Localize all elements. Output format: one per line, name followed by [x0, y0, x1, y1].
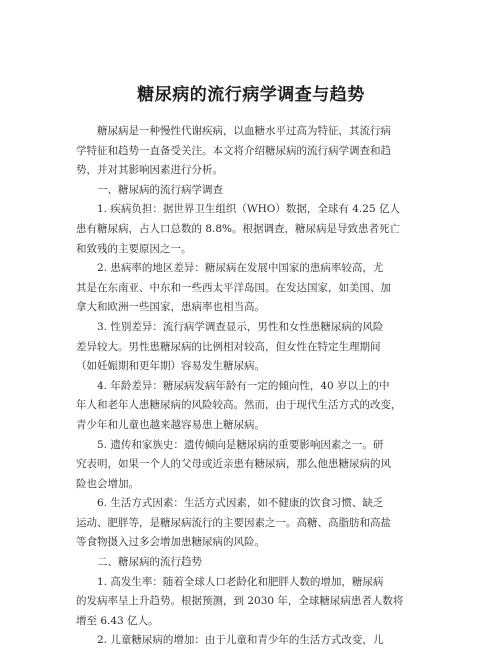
paragraph-line: 1. 疾病负担：据世界卫生组织（WHO）数据，全球有 4.25 亿人 [97, 203, 400, 216]
paragraph-line: 等食物摄入过多会增加患糖尿病的风险。 [76, 536, 265, 549]
paragraph-line: 5. 遗传和家族史：遗传倾向是糖尿病的重要影响因素之一。研 [97, 438, 384, 451]
paragraph [76, 122, 436, 181]
paragraph-line: 的发病率呈上升趋势。根据预测，到 2030 年，全球糖尿病患者人数将 [76, 595, 404, 608]
paragraph-line: 其是在东南亚、中东和一些西太平洋岛国。在发达国家，如美国、加 [76, 281, 391, 294]
document-title: 糖尿病的流行病学调查与趋势 [137, 85, 365, 105]
paragraph [76, 259, 436, 318]
paragraph-line: 学特征和趋势一直备受关注。本文将介绍糖尿病的流行病学调查和趋 [76, 144, 391, 157]
paragraph-line: 增至 6.43 亿人。 [76, 614, 159, 627]
paragraph-line: 二、糖尿病的流行趋势 [97, 556, 202, 569]
paragraph [76, 318, 436, 377]
paragraph-line: 年人和老年人患糖尿病的风险较高。然而，由于现代生活方式的改变， [76, 399, 402, 412]
paragraph [76, 181, 436, 201]
paragraph-line: 6. 生活方式因素：生活方式因素，如不健康的饮食习惯、缺乏 [97, 497, 384, 510]
paragraph [76, 573, 436, 632]
paragraph-line: 究表明，如果一个人的父母或近亲患有糖尿病，那么他患糖尿病的风 [76, 458, 391, 471]
paragraph [76, 200, 436, 259]
paragraph-line: 拿大和欧洲一些国家，患病率也相当高。 [76, 301, 265, 314]
paragraph-line: 4. 年龄差异：糖尿病发病年龄有一定的倾向性，40 岁以上的中 [97, 379, 390, 392]
paragraph-line: 1. 高发生率：随着全球人口老龄化和肥胖人数的增加，糖尿病 [97, 575, 384, 588]
paragraph [76, 377, 436, 436]
paragraph-line: 和致残的主要原因之一。 [76, 242, 192, 255]
paragraph-line: 患有糖尿病，占人口总数的 8.8%。根据调查，糖尿病是导致患者死亡 [76, 222, 401, 235]
paragraph-line: 2. 患病率的地区差异：糖尿病在发展中国家的患病率较高，尤 [97, 262, 384, 275]
paragraph [76, 436, 436, 495]
paragraph-line: 势，并对其影响因素进行分析。 [76, 164, 223, 177]
paragraph-line: 3. 性别差异：流行病学调查显示，男性和女性患糖尿病的风险 [97, 320, 384, 333]
paragraph [76, 631, 436, 651]
paragraph-line: 青少年和儿童也越来越容易患上糖尿病。 [76, 418, 265, 431]
paragraph-line: 险也会增加。 [76, 477, 139, 490]
paragraph-line: 糖尿病是一种慢性代谢疾病，以血糖水平过高为特征，其流行病 [97, 125, 391, 137]
paragraph-line: 差异较大。男性患糖尿病的比例相对较高，但女性在特定生理期间 [76, 340, 381, 353]
document-body [76, 122, 436, 651]
paragraph-line: 2. 儿童糖尿病的增加：由于儿童和青少年的生活方式改变，儿 [97, 634, 384, 647]
paragraph-line: 运动、肥胖等，是糖尿病流行的主要因素之一。高糖、高脂肪和高盐 [76, 516, 391, 529]
paragraph-line: （如妊娠期和更年期）容易发生糖尿病。 [76, 360, 265, 373]
paragraph-line: 一、糖尿病的流行病学调查 [97, 183, 223, 196]
paragraph [76, 494, 436, 553]
paragraph [76, 553, 436, 573]
